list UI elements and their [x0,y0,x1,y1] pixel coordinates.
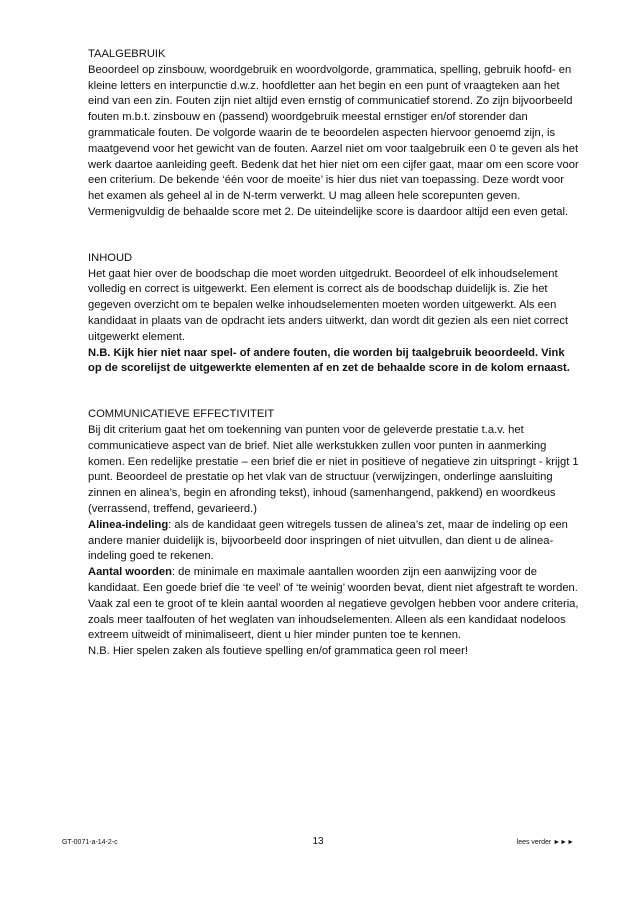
document-code: GT-0071-a-14-2-c [62,839,118,846]
page-footer [62,838,574,850]
alinea-indeling-label: Alinea-indeling [88,518,169,531]
section-inhoud [88,251,580,377]
aantal-woorden-label: Aantal woorden [88,566,172,579]
section-heading-taalgebruik: TAALGEBRUIK [88,48,166,60]
paragraph-taalgebruik: Beoordeel op zinsbouw, woordgebruik en woordvolgorde, grammatica, spelling, gebruik hoofd- en kleine letters en interpunctie d.w.z. hoofdletter aan het begin en een punt of vraagteken aan het eind van een zin. Fouten zijn niet altijd even ernstig of communicatief storend. Zo zijn bijvoorbeeld fouten m.b.t. zinsbouw en (passend) woordgebruik meestal ernstiger en/of storender dan grammaticale fouten. De volgorde waarin de te beoordelen aspecten hiervoor genoemd zijn, is maatgevend voor het gewicht van de fouten. Aarzel niet om voor taalgebruik een 0 te geven als het werk daartoe aanleiding geeft. Bedenk dat het hier niet om een cijfer gaat, maar om een score voor een criterium. De bekende ‘één voor de moeite’ is hier dus niet van toepassing. Deze wordt voor het examen als geheel al in de N-term verwerkt. U mag alleen hele scorepunten geven. Vermenigvuldig de behaalde score met 2. De uiteindelijke score is daardoor altijd een even getal. [88,63,579,218]
paragraph-inhoud: Het gaat hier over de boodschap die moet worden uitgedrukt. Beoordeel of elk inhoudselement volledig en correct is uitgewerkt. Een element is correct als de boodschap duidelijk is. Zie het gegeven overzicht om te bepalen welke inhoudselementen moeten worden uitgewerkt. Als een kandidaat in plaats van de opdracht iets anders uitwerkt, dan wordt dit gezien als een niet correct uitgewerkt element. [88,267,569,343]
document-body [88,47,580,660]
section-heading-inhoud: INHOUD [88,251,133,264]
section-communicatief [88,407,580,660]
note-inhoud: N.B. Kijk hier niet naar spel- of andere fouten, die worden bij taalgebruik beoordeeld. Vink op de scorelijst de uitgewerkte elementen af en zet de behaalde score in de kolom ernaast. [88,346,570,375]
paragraph-alinea-indeling [88,518,580,565]
paragraph-communicatief: Bij dit criterium gaat het om toekenning van punten voor de geleverde prestatie t.a.v. het communicatieve aspect van de brief. Niet alle werkstukken zullen voor punten in aanmerking komen. Een redelijke prestatie – een brief die er niet in positieve of negatieve zin uitspringt - krijgt 1 punt. Beoordeel de prestatie op het vlak van de structuur (verwijzingen, onderlinge aansluiting zinnen en alinea’s, begin en afronding tekst), inhoud (samenhangend, pakkend) en woordkeus (verrassend, treffend, gevarieerd.) [88,423,579,515]
continue-label: lees verder ►►► [516,839,574,846]
paragraph-aantal-woorden [88,565,580,644]
alinea-indeling-text: : als de kandidaat geen witregels tussen de alinea’s zet, maar de indeling op een andere manier duidelijk is, bijvoorbeeld door inspringen of niet uitvullen, dan dient u de alinea-indeling goed te rekenen. [88,518,568,563]
final-note: N.B. Hier spelen zaken als foutieve spelling en/of grammatica geen rol meer! [88,645,468,658]
aantal-woorden-text: : de minimale en maximale aantallen woorden zijn een aanwijzing voor de kandidaat. Een goede brief die ‘te veel’ of ‘te weinig’ woorden bevat, dient niet afgestraft te worden. Vaak zal een te groot of te klein aantal woorden al negatieve gevolgen hebben voor andere criteria, zoals meer taalfouten of het weglaten van inhoudselementen. Alleen als een kandidaat nodeloos extreem uitweidt of minimaliseert, dient u hier minder punten toe te kennen. [88,566,579,642]
section-taalgebruik [88,47,580,221]
section-heading-communicatief: COMMUNICATIEVE EFFECTIVITEIT [88,408,275,421]
page-number: 13 [312,836,324,847]
